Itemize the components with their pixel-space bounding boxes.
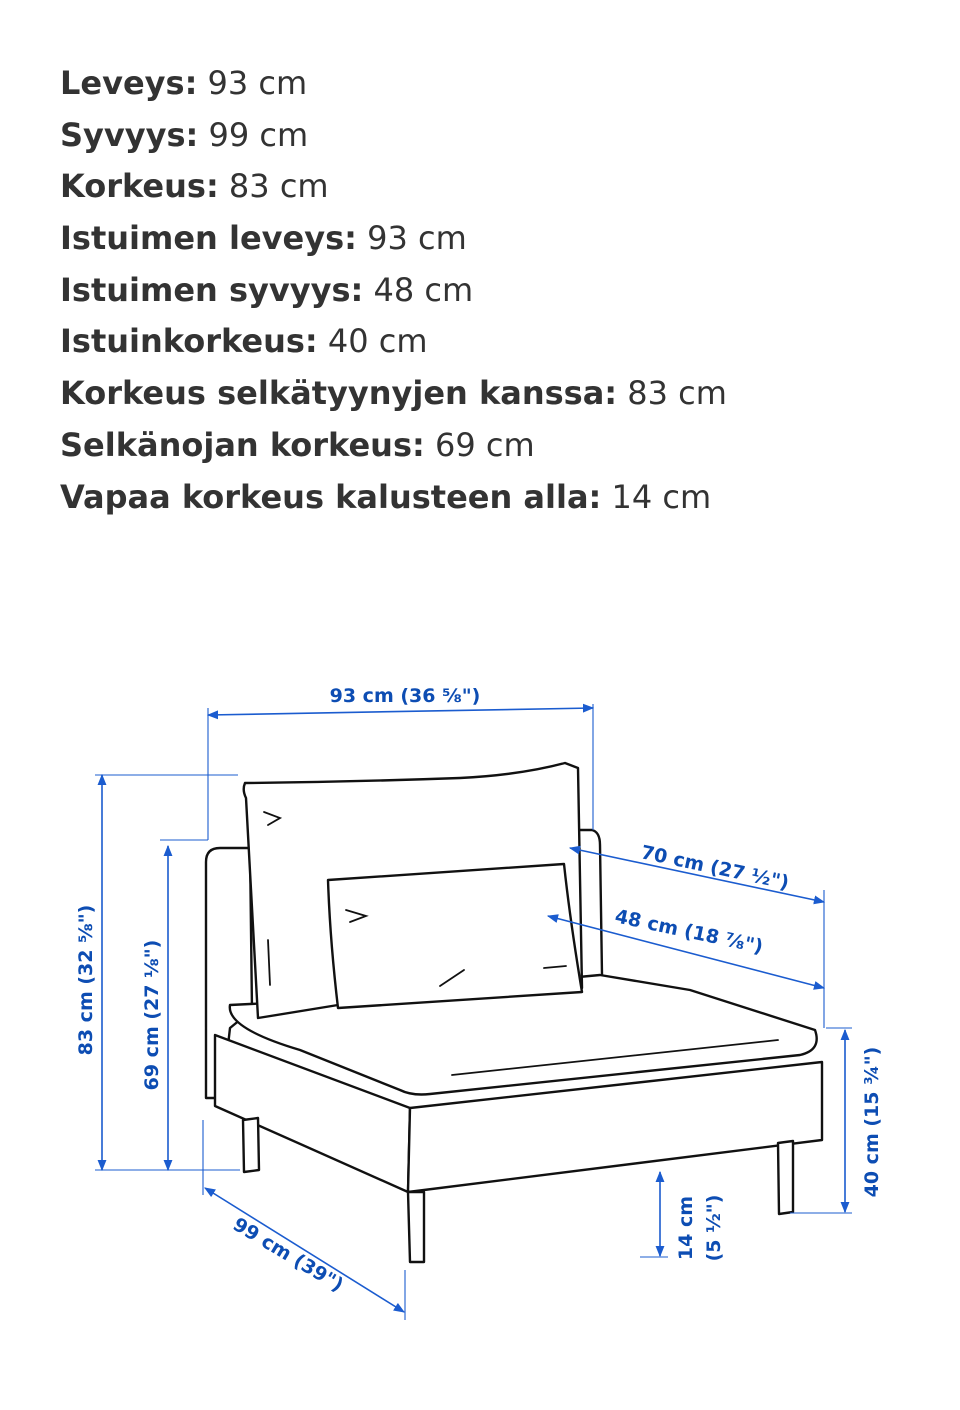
leg-back-left: [243, 1118, 259, 1172]
spec-backrest-height: [60, 420, 727, 472]
spec-label: Korkeus:: [60, 167, 219, 206]
spec-value: 40 cm: [317, 322, 428, 361]
leg-front-left: [408, 1192, 424, 1262]
clearance-label-cm: 14 cm: [675, 1195, 697, 1261]
spec-value: 83 cm: [617, 374, 727, 413]
spec-value: 93 cm: [197, 64, 308, 102]
back-depth-label: 70 cm (27 ½"): [638, 841, 791, 895]
spec-label: Istuinkorkeus:: [60, 322, 318, 361]
width-label: 93 cm (36 ⅝"): [329, 685, 481, 707]
spec-label: Korkeus selkätyynyjen kanssa:: [60, 374, 618, 413]
clearance-label-in: (5 ½"): [703, 1194, 725, 1262]
spec-value: 83 cm: [218, 167, 329, 206]
spec-label: Istuimen syvyys:: [60, 270, 364, 309]
spec-label: Istuimen leveys:: [60, 219, 357, 258]
spec-value: 48 cm: [363, 270, 474, 309]
spec-label: Syvyys:: [60, 115, 199, 154]
spec-label: Vapaa korkeus kalusteen alla:: [60, 477, 602, 516]
armchair-illustration: [206, 763, 822, 1262]
spec-depth: [60, 110, 727, 162]
depth-label: 99 cm (39"): [229, 1213, 348, 1297]
spec-label: Leveys:: [60, 64, 198, 102]
leg-front-right: [778, 1141, 793, 1214]
depth-arrow: [205, 1188, 404, 1312]
seat-height-label: 40 cm (15 ¾"): [861, 1046, 883, 1198]
dimension-spec-list: [60, 58, 727, 523]
spec-seat-height: [60, 316, 727, 368]
back-height-label: 69 cm (27 ⅛"): [141, 939, 163, 1091]
spec-label: Selkänojan korkeus:: [60, 425, 425, 464]
seat-depth-label: 48 cm (18 ⅞"): [612, 905, 765, 959]
sofa-dimension-diagram: [0, 560, 960, 1410]
throw-pillow: [328, 864, 582, 1008]
spec-height: [60, 161, 727, 213]
spec-free-height-under: [60, 472, 727, 524]
spec-value: 69 cm: [424, 425, 535, 464]
total-height-label: 83 cm (32 ⅝"): [75, 904, 97, 1056]
spec-seat-depth: [60, 265, 727, 317]
width-arrow: [208, 708, 593, 715]
spec-value: 99 cm: [198, 115, 309, 154]
spec-seat-width: [60, 213, 727, 265]
spec-value: 93 cm: [356, 219, 467, 258]
spec-value: 14 cm: [601, 477, 712, 516]
spec-height-with-cushions: [60, 368, 727, 420]
spec-width: [60, 58, 727, 110]
